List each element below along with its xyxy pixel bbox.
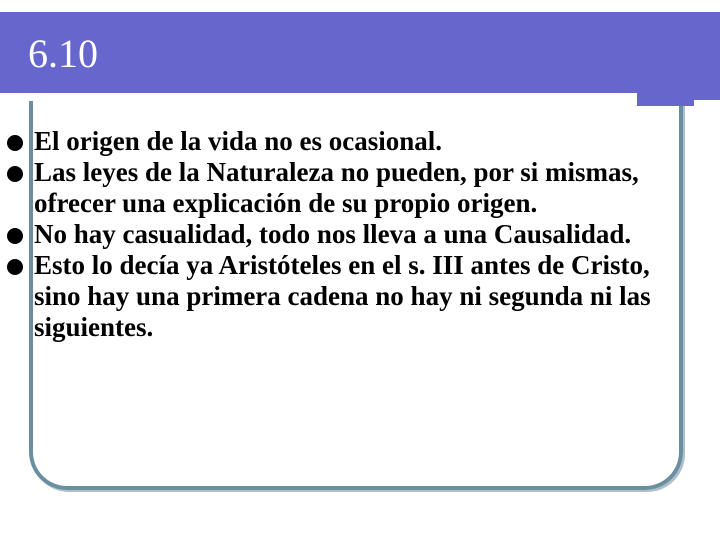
bullet-text: Las leyes de la Naturaleza no pueden, por si mismas, ofrecer una explicación de su propio origen. bbox=[34, 157, 639, 218]
bullet-text: El origen de la vida no es ocasional. bbox=[34, 126, 443, 156]
bullet-dot-icon bbox=[7, 135, 23, 151]
bullet-item bbox=[4, 126, 684, 157]
slide-title: 6.10 bbox=[28, 31, 98, 76]
title-underline bbox=[0, 93, 637, 96]
bullet-list bbox=[4, 126, 684, 343]
bullet-text: Esto lo decía ya Aristóteles en el s. III antes de Cristo, sino hay una primera cadena no hay ni segunda ni las siguientes. bbox=[34, 250, 651, 342]
bullet-item bbox=[4, 250, 684, 343]
title-underline-shadow bbox=[0, 96, 637, 101]
title-bar bbox=[0, 12, 720, 100]
bullet-dot-icon bbox=[7, 228, 23, 244]
bullet-item bbox=[4, 157, 684, 219]
bullet-text: No hay casualidad, todo nos lleva a una Causalidad. bbox=[34, 219, 632, 249]
bullet-dot-icon bbox=[7, 259, 23, 275]
bullet-dot-icon bbox=[7, 166, 23, 182]
title-bar-notch bbox=[637, 90, 694, 106]
bullet-item bbox=[4, 219, 684, 250]
